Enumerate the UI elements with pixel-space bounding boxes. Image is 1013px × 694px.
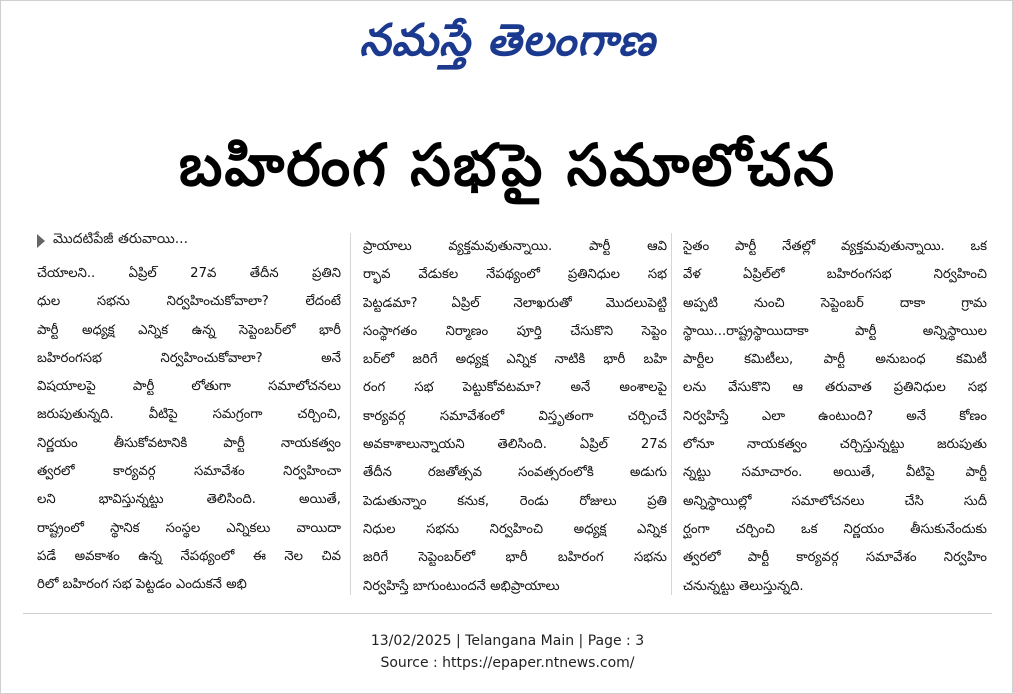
article-text-line: రాష్ట్రంలో స్థానిక సంస్థల ఎన్నికలు వాయిదా — [37, 520, 341, 536]
article-text-line: జరిగే సెప్టెంబర్‌లో భారీ బహిరంగ సభను — [363, 550, 667, 566]
column-divider — [350, 233, 351, 595]
article-text-line: నిర్వహిస్తే ఎలా ఉంటుంది? అనే కోణం — [683, 408, 987, 424]
article-text-line: పడే అవకాశం ఉన్న నేపథ్యంలో ఈ నెల చివ — [37, 548, 341, 564]
article-text-line: ర్భావ వేడుకల నేపథ్యంలో ప్రతినిధుల సభ — [363, 267, 667, 283]
article-text-line: త్వరలో పార్టీ కార్యవర్గ సమావేశం నిర్వహిం — [683, 550, 987, 566]
article-text-line: చనున్నట్టు తెలుస్తున్నది. — [683, 578, 804, 594]
footer-source: Source : https://epaper.ntnews.com/ — [380, 655, 635, 671]
newspaper-masthead: నమస్తే తెలంగాణ — [359, 15, 656, 66]
article-text-line: లను వేసుకొని ఆ తరువాత ప్రతినిధుల సభ — [683, 380, 987, 396]
article-text-line: బర్‌లో జరిగే అధ్యక్ష ఎన్నిక నాటికి భారీ బహి — [363, 352, 667, 368]
article-text-line: రంగ సభ పెట్టుకోవటమా? అనే అంశాలపై — [363, 380, 667, 396]
article-text-line: పార్టీ అధ్యక్ష ఎన్నిక ఉన్న సెప్టెంబర్‌లో భారీ — [37, 322, 341, 338]
article-text-line: ప్రాయాలు వ్యక్తమవుతున్నాయి. పార్టీ ఆవి — [363, 239, 667, 254]
continuation-kicker — [37, 231, 188, 250]
article-text-line: అవకాశాలున్నాయని తెలిసింది. ఏప్రిల్ 27వ — [363, 437, 667, 453]
article-text-line: తేదీన రజతోత్సవ సంవత్సరంలోకి అడుగు — [363, 465, 667, 481]
article-text-line: కార్యవర్గ సమావేశంలో విస్తృతంగా చర్చించే — [363, 408, 667, 424]
chevron-right-icon — [37, 234, 45, 248]
article-headline: బహిరంగ సభపై సమాలోచన — [178, 131, 837, 199]
article-text-line: ర్ఘంగా చర్చించి ఒక నిర్ణయం తీసుకునేందుకు — [683, 521, 987, 537]
article-text-line: వేళ ఏప్రిల్‌లో బహిరంగసభ నిర్వహించి — [683, 267, 987, 283]
article-text-line: అప్పటి నుంచి సెప్టెంబర్ దాకా గ్రామ — [683, 295, 987, 311]
article-column-3 — [683, 233, 987, 601]
article-text-line: నిధుల సభను నిర్వహించి అధ్యక్ష ఎన్నిక — [363, 521, 667, 537]
article-text-line: స్థాయి...రాష్ట్రస్థాయిదాకా పార్టీ అన్నిస్థాయిల — [683, 323, 987, 339]
article-text-line: లోనూ నాయకత్వం చర్చిస్తున్నట్టు జరుపుతు — [683, 437, 987, 453]
column-divider — [671, 233, 672, 595]
article-text-line: త్వరలో కార్యవర్గ సమావేశం నిర్వహించా — [37, 464, 341, 480]
article-text-line: రిలో బహిరంగ సభ పెట్టడం ఎందుకనే అభి — [37, 577, 247, 593]
article-text-line: సంస్థాగతం నిర్మాణం పూర్తి చేసుకొని సెప్టెం — [363, 323, 667, 339]
article-text-line: పార్టీల కమిటీలు, పార్టీ అనుబంధ కమిటీ — [683, 352, 987, 368]
article-text-line: పెట్టడమా? ఏప్రిల్ నెలాఖరుతో మొదలుపెట్టి — [363, 295, 667, 311]
footer-date-page: 13/02/2025 | Telangana Main | Page : 3 — [370, 633, 645, 649]
kicker-text: మొదటిపేజీ తరువాయి... — [53, 231, 189, 247]
article-text-line: నిర్ణయం తీసుకోవటానికి పార్టీ నాయకత్వం — [37, 435, 341, 451]
article-text-line: పెడుతున్నాం కనుక, రెండు రోజులు ప్రతి — [363, 493, 667, 509]
article-text-line: అన్నిస్థాయిల్లో సమాలోచనలు చేసి సుదీ — [683, 493, 987, 509]
article-text-line: సైతం పార్టీ నేతల్లో వ్యక్తమవుతున్నాయి. ఒక — [683, 239, 987, 254]
article-text-line: న్నట్టు సమాచారం. అయితే, వీటిపై పార్టీ — [683, 465, 987, 481]
article-text-line: ధుల సభను నిర్వహించుకోవాలా? లేదంటే — [37, 294, 341, 310]
article-text-line: విషయాలపై పార్టీ లోతుగా సమాలోచనలు — [37, 379, 341, 395]
article-text-line: చేయాలని.. ఏప్రిల్ 27వ తేదీన ప్రతిని — [37, 266, 341, 281]
article-text-line: జరుపుతున్నది. వీటిపై సమగ్రంగా చర్చించి, — [37, 407, 341, 423]
article-text-line: నిర్వహిస్తే బాగుంటుందనే అభిప్రాయాలు — [363, 578, 560, 594]
article-text-line: లని భావిస్తున్నట్టు తెలిసింది. అయితే, — [37, 492, 341, 508]
article-column-2 — [363, 233, 667, 601]
article-column-1 — [37, 260, 341, 600]
article-text-line: బహిరంగసభ నిర్వహించుకోవాలా? అనే — [37, 350, 341, 366]
footer-divider — [23, 613, 992, 614]
